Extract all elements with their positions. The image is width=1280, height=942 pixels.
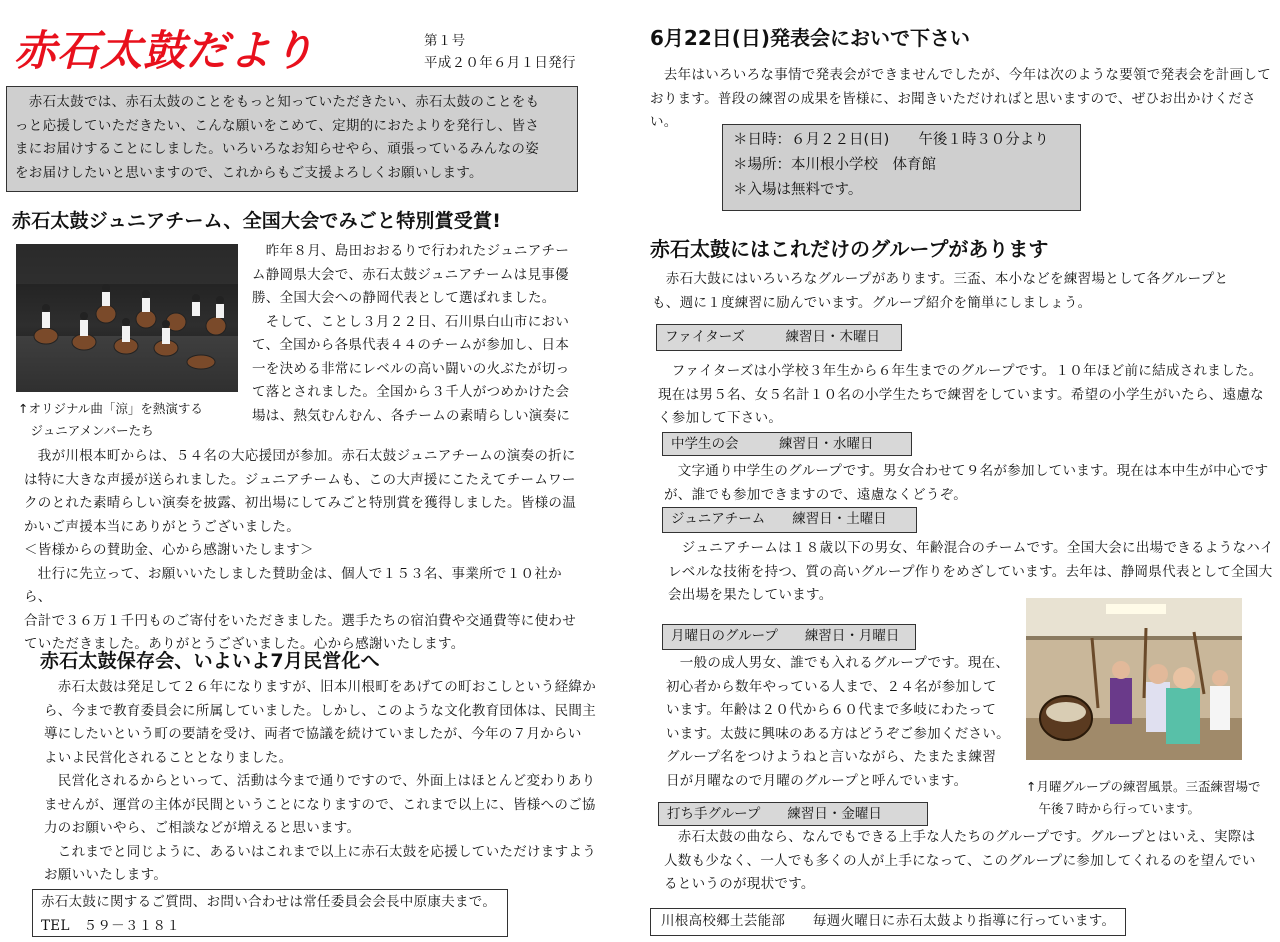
intro-line: 赤石太鼓では、赤石太鼓のことをもっと知っていただきたい、赤石太鼓のことをも [15, 94, 540, 110]
text-line: よいよ民営化されることとなりました。 [44, 749, 293, 766]
text-line: 日が月曜なので月曜のグループと呼んでいます。 [666, 772, 968, 789]
event-date: ＊日時：６月２２日(日) 午後１時３０分より [733, 132, 1049, 148]
footer-note-box: 川根高校郷土芸能部 毎週火曜日に赤石太鼓より指導に行っています。 [650, 908, 1126, 936]
text-line: て落とされました。全国から３千人がつめかけた会 [252, 384, 570, 400]
text-line: 昨年８月、島田おおるりで行われたジュニアチー [252, 243, 570, 259]
text-line: 合計で３６万１千円ものご寄付をいただきました。選手たちの宿泊費や交通費等に使わせ [24, 612, 576, 629]
caption-line: ↑月曜グループの練習風景。三盃練習場で [1026, 779, 1261, 794]
text-line: 去年はいろいろな事情で発表会ができませんでしたが、今年は次のような要領で発表会を計画して [650, 67, 1271, 83]
event-details-box [722, 124, 1081, 211]
group-tag-junior-team: ジュニアチーム 練習日・土曜日 [662, 507, 917, 533]
group-tag-monday: 月曜日のグループ 練習日・月曜日 [662, 624, 916, 650]
text-line: ム静岡県大会で、赤石太鼓ジュニアチームは見事優 [252, 266, 569, 283]
text-line: おります。普段の練習の成果を皆様に、お聞きいただければと思いますので、ぜひお出かけください。 [650, 90, 1256, 130]
text-line: 力のお願いやら、ご相談などが増えると思います。 [44, 820, 361, 836]
junior-team-photo [16, 244, 238, 392]
text-line: 人数も少なく、一人でも多くの人が上手になって、このグループに参加してくれるのを望んでい [664, 852, 1256, 869]
text-line: く参加して下さい。 [658, 410, 783, 426]
text-line: 場は、熱気むんむん、各チームの素晴らしい演奏に [252, 407, 571, 424]
group-description [666, 652, 1010, 793]
text-line: います。年齢は２０代から６０代まで多岐にわたって [666, 702, 997, 718]
text-line: 導にしたいという町の要請を受け、両者で協議を続けていましたが、今年の７月からい [44, 726, 582, 742]
text-line: これまでと同じように、あるいはこれまで以上に赤石太鼓を応援していただけますよう [44, 843, 596, 860]
text-line: て、全国から各県代表４４のチームが参加し、日本 [252, 337, 570, 353]
article-heading: 赤石太鼓ジュニアチーム、全国大会でみごと特別賞受賞! [12, 210, 502, 232]
group-description [664, 460, 1278, 507]
article-heading: 6月22日(日)発表会においで下さい [650, 26, 971, 50]
text-line: るというのが現状です。 [664, 876, 815, 892]
group-description [664, 826, 1278, 897]
caption-line: ↑オリジナル曲「涼」を熱演する [18, 401, 203, 416]
article-heading: 赤石太鼓にはこれだけのグループがあります [650, 237, 1049, 261]
text-line: 民営化されるからといって、活動は今まで通りですので、外面上はほとんど変わりあり [44, 773, 596, 789]
text-line: 勝、全国大会への静岡代表として選ばれました。 [252, 290, 556, 306]
text-line: グループ名をつけようねと言いながら、たまたま練習 [666, 749, 997, 765]
text-line: 赤石太鼓の曲なら、なんでもできる上手な人たちのグループです。グループとはいえ、実際は [664, 829, 1256, 845]
issue-date: 平成２０年６月１日発行 [424, 55, 576, 71]
intro-line: をお届けしたいと思いますので、これからもご支援よろしくお願いします。 [15, 164, 483, 181]
monday-group-photo [1026, 598, 1242, 760]
article-side-text [252, 240, 582, 428]
text-line: 一般の成人男女、誰でも入れるグループです。現在、 [666, 655, 1010, 671]
group-tag-fighters: ファイターズ 練習日・木曜日 [656, 324, 902, 351]
event-admission: ＊入場は無料です。 [733, 182, 863, 198]
text-line: ら、今まで教育委員会に所属していました。しかし、このような文化教育団体は、民間主 [44, 702, 596, 719]
text-line: が、誰でも参加できますので、遠慮なくどうぞ。 [664, 486, 968, 503]
photo-caption [18, 398, 203, 442]
text-line: ファイターズは小学校３年生から６年生までのグループです。１０年ほど前に結成されました。 [658, 363, 1263, 379]
event-place: ＊場所：本川根小学校 体育館 [733, 157, 936, 173]
text-line: レベルな技術を持つ、質の高いグループ作りをめざしています。去年は、静岡県代表として全国大 [668, 563, 1273, 580]
text-line: は特に大きな声援が送られました。ジュニアチームも、この大声援にこたえてチームワー [24, 471, 576, 488]
text-line: お願いいたします。 [44, 867, 168, 883]
text-line: かいご声援本当にありがとうございました。 [24, 518, 300, 535]
text-line: 現在は男５名、女５名計１０名の小学生たちで練習をしています。希望の小学生がいたら、遠慮な [658, 386, 1264, 403]
text-line: 初心者から数年やっている人まで、２４名が参加して [666, 678, 997, 695]
text-line: ていただきました。ありがとうございました。心から感謝いたします。 [24, 636, 465, 652]
text-line: 文字通り中学生のグループです。男女合わせて９名が参加しています。現在は本中生が中心です [664, 463, 1269, 479]
article-body [44, 676, 600, 888]
text-line: そして、ことし３月２２日、石川県白山市におい [252, 313, 570, 330]
group-description [658, 360, 1278, 431]
text-line: ませんが、運営の主体が民間ということになりますので、これまで以上に、皆様へのご協 [44, 796, 596, 813]
article-subheading: ＜皆様からの賛助金、心から感謝いたします＞ [24, 542, 314, 558]
caption-line: 午後７時から行っています。 [1026, 801, 1201, 816]
text-line: 赤石大鼓にはいろいろなグループがあります。三盃、本小などを練習場として各グループと [652, 271, 1229, 287]
group-description [668, 537, 1278, 608]
contact-box [32, 889, 508, 937]
newsletter-title: 赤石太鼓だより [14, 26, 316, 75]
group-tag-performers: 打ち手グループ 練習日・金曜日 [658, 802, 928, 826]
group-tag-junior-high: 中学生の会 練習日・水曜日 [662, 432, 912, 456]
article-heading: 赤石太鼓保存会、いよいよ7月民営化へ [40, 650, 380, 672]
text-line: 一を決める非常にレベルの高い闘いの火ぶたが切っ [252, 360, 570, 377]
contact-line: 赤石太鼓に関するご質問、お問い合わせは常任委員会会長中原康夫まで。 [41, 894, 497, 910]
text-line: ジュニアチームは１８歳以下の男女、年齢混合のチームです。全国大会に出場できるようなハイ [668, 540, 1274, 556]
issue-number: 第１号 [424, 33, 466, 49]
intro-line: っと応援していただきたい、こんな願いをこめて、定期的におたよりを発行し、皆さ [15, 117, 540, 134]
article-body [24, 445, 584, 657]
intro-box [6, 86, 578, 192]
photo-caption [1026, 776, 1260, 820]
contact-phone: TEL ５９－３１８１ [41, 917, 181, 934]
text-line: 我が川根本町からは、５４名の大応援団が参加。赤石太鼓ジュニアチームの演奏の折に [24, 448, 576, 464]
intro-line: まにお届けすることにしました。いろいろなお知らせやら、頑張っているみんなの姿 [15, 141, 539, 157]
text-line: も、週に１度練習に励んでいます。グループ紹介を簡単にしましょう。 [652, 294, 1092, 311]
text-line: クのとれた素晴らしい演奏を披露、初出場にしてみごと特別賞を獲得しました。皆様の温 [24, 495, 576, 511]
text-line: います。太鼓に興味のある方はどうぞご参加ください。 [666, 725, 1010, 742]
text-line: 赤石太鼓は発足して２６年になりますが、旧本川根町をあげての町おこしという経緯か [44, 679, 596, 695]
article-body [652, 268, 1274, 315]
caption-line: ジュニアメンバーたち [18, 423, 154, 438]
text-line: 壮行に先立って、お願いいたしました賛助金は、個人で１５３名、事業所で１０社から、 [24, 565, 562, 605]
text-line: 会出場を果たしています。 [668, 587, 833, 603]
